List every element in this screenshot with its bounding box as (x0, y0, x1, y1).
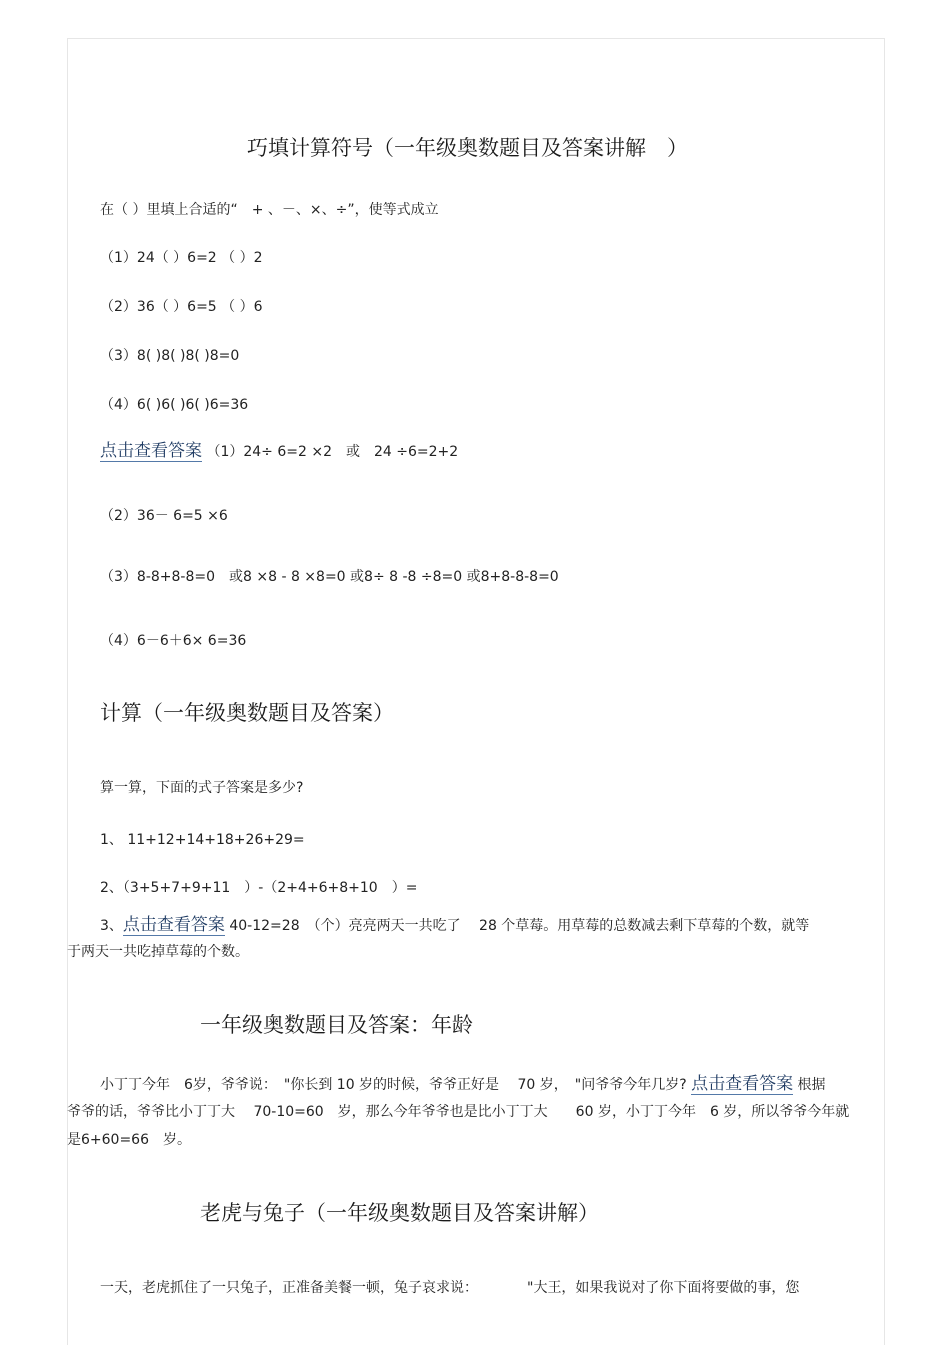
view-answer-link[interactable]: 点击查看答案 (691, 1074, 794, 1094)
answer-1: （1）24÷ 6=2 ×2 或 24 ÷6=2+2 (206, 444, 459, 460)
answer-3: （3）8-8+8-8=0 或8 ×8 - 8 ×8=0 或8÷ 8 -8 ÷8=0 或8+8-8-8=0 (100, 569, 559, 585)
age-problem-text: 小丁丁今年 6岁，爷爷说： "你长到 10 岁的时候，爷爷正好是 70 岁， "问爷爷今年几岁? (100, 1077, 687, 1093)
calc-question-3-prefix: 3、 (100, 918, 123, 934)
calc-question-3 (100, 916, 809, 935)
calc-question-1: 1、 11+12+14+18+26+29= (100, 832, 305, 848)
answer-4: （4）6－6＋6× 6=36 (100, 633, 247, 649)
calc-question-2: 2、（3+5+7+9+11 ）-（2+4+6+8+10 ）= (100, 880, 418, 896)
age-problem-line3: 是6+60=66 岁。 (67, 1132, 191, 1148)
calc-question-3-text: 40-12=28 （个）亮亮两天一共吃了 28 个草莓。用草莓的总数减去剩下草莓的个数，就等 (224, 918, 810, 934)
view-answer-link[interactable]: 点击查看答案 (122, 915, 225, 935)
tiger-rabbit-line1: 一天，老虎抓住了一只兔子，正准备美餐一顿，兔子哀求说： "大王，如果我说对了你下面将要做的事，您 (100, 1280, 800, 1296)
view-answer-link[interactable]: 点击查看答案 (100, 441, 202, 461)
age-problem-text-tail: 根据 (793, 1077, 826, 1093)
question-2: （2）36（ ）6=5 （ ）6 (100, 299, 263, 315)
section4-heading: 老虎与兔子（一年级奥数题目及答案讲解） (200, 1201, 599, 1225)
calc-question-3-line2: 于两天一共吃掉草莓的个数。 (67, 944, 249, 960)
section3-heading: 一年级奥数题目及答案：年龄 (200, 1013, 473, 1037)
section2-heading: 计算（一年级奥数题目及答案） (100, 701, 394, 725)
age-problem-line2: 爷爷的话，爷爷比小丁丁大 70-10=60 岁，那么今年爷爷也是比小丁丁大 60 岁，小丁丁今年 6 岁，所以爷爷今年就 (67, 1104, 850, 1120)
age-problem-line1 (100, 1075, 826, 1094)
question-4: （4）6( )6( )6( )6=36 (100, 397, 249, 413)
answer-row-1 (100, 442, 458, 461)
section1-instruction: 在（ ）里填上合适的“ + 、－、×、÷”，使等式成立 (100, 202, 439, 218)
question-1: （1）24（ ）6=2 （ ）2 (100, 250, 263, 266)
section2-instruction: 算一算，下面的式子答案是多少? (100, 780, 304, 796)
question-3: （3）8( )8( )8( )8=0 (100, 348, 240, 364)
answer-2: （2）36－ 6=5 ×6 (100, 508, 228, 524)
page-title: 巧填计算符号（一年级奥数题目及答案讲解 ） (247, 136, 688, 160)
